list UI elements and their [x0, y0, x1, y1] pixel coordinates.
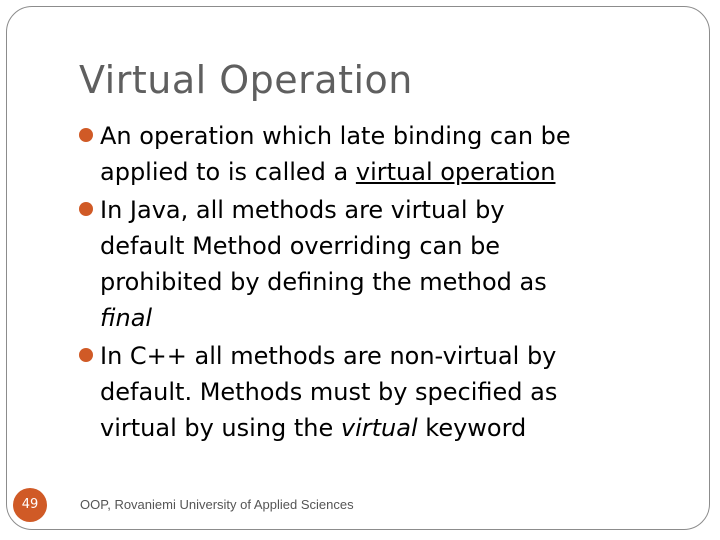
bullet-text: virtual by using the: [100, 414, 341, 442]
bullet-line: [100, 228, 677, 264]
bullet-item: [77, 192, 677, 336]
bullet-line: [100, 192, 677, 228]
italic-term: final: [100, 304, 153, 332]
bullet-text: In Java, all methods are virtual by: [100, 196, 505, 224]
bullet-icon: [79, 348, 93, 362]
page-number-badge: 49: [13, 488, 47, 522]
bullet-text: default Method overriding can be: [100, 232, 501, 260]
bullet-text: default. Methods must by specified as: [100, 378, 558, 406]
bullet-line: [100, 338, 677, 374]
italic-term: virtual: [340, 414, 418, 442]
bullet-item: [77, 118, 677, 190]
bullet-text: applied to is called a: [100, 158, 356, 186]
bullet-text: keyword: [417, 414, 527, 442]
bullet-icon: [79, 128, 93, 142]
bullet-item: [77, 338, 677, 446]
bullet-icon: [79, 202, 93, 216]
bullet-line: [100, 300, 677, 336]
bullet-line: [100, 118, 677, 154]
bullet-text: An operation which late binding can be: [100, 122, 571, 150]
bullet-line: [100, 154, 677, 190]
bullet-line: [100, 264, 677, 300]
bullet-text: In C++ all methods are non-virtual by: [100, 342, 557, 370]
underlined-term: virtual operation: [355, 158, 556, 186]
footer-text: OOP, Rovaniemi University of Applied Sciences: [80, 497, 354, 512]
slide-title: Virtual Operation: [79, 58, 413, 102]
bullet-list: [77, 118, 677, 448]
bullet-line: [100, 410, 677, 446]
bullet-text: prohibited by defining the method as: [100, 268, 547, 296]
bullet-line: [100, 374, 677, 410]
